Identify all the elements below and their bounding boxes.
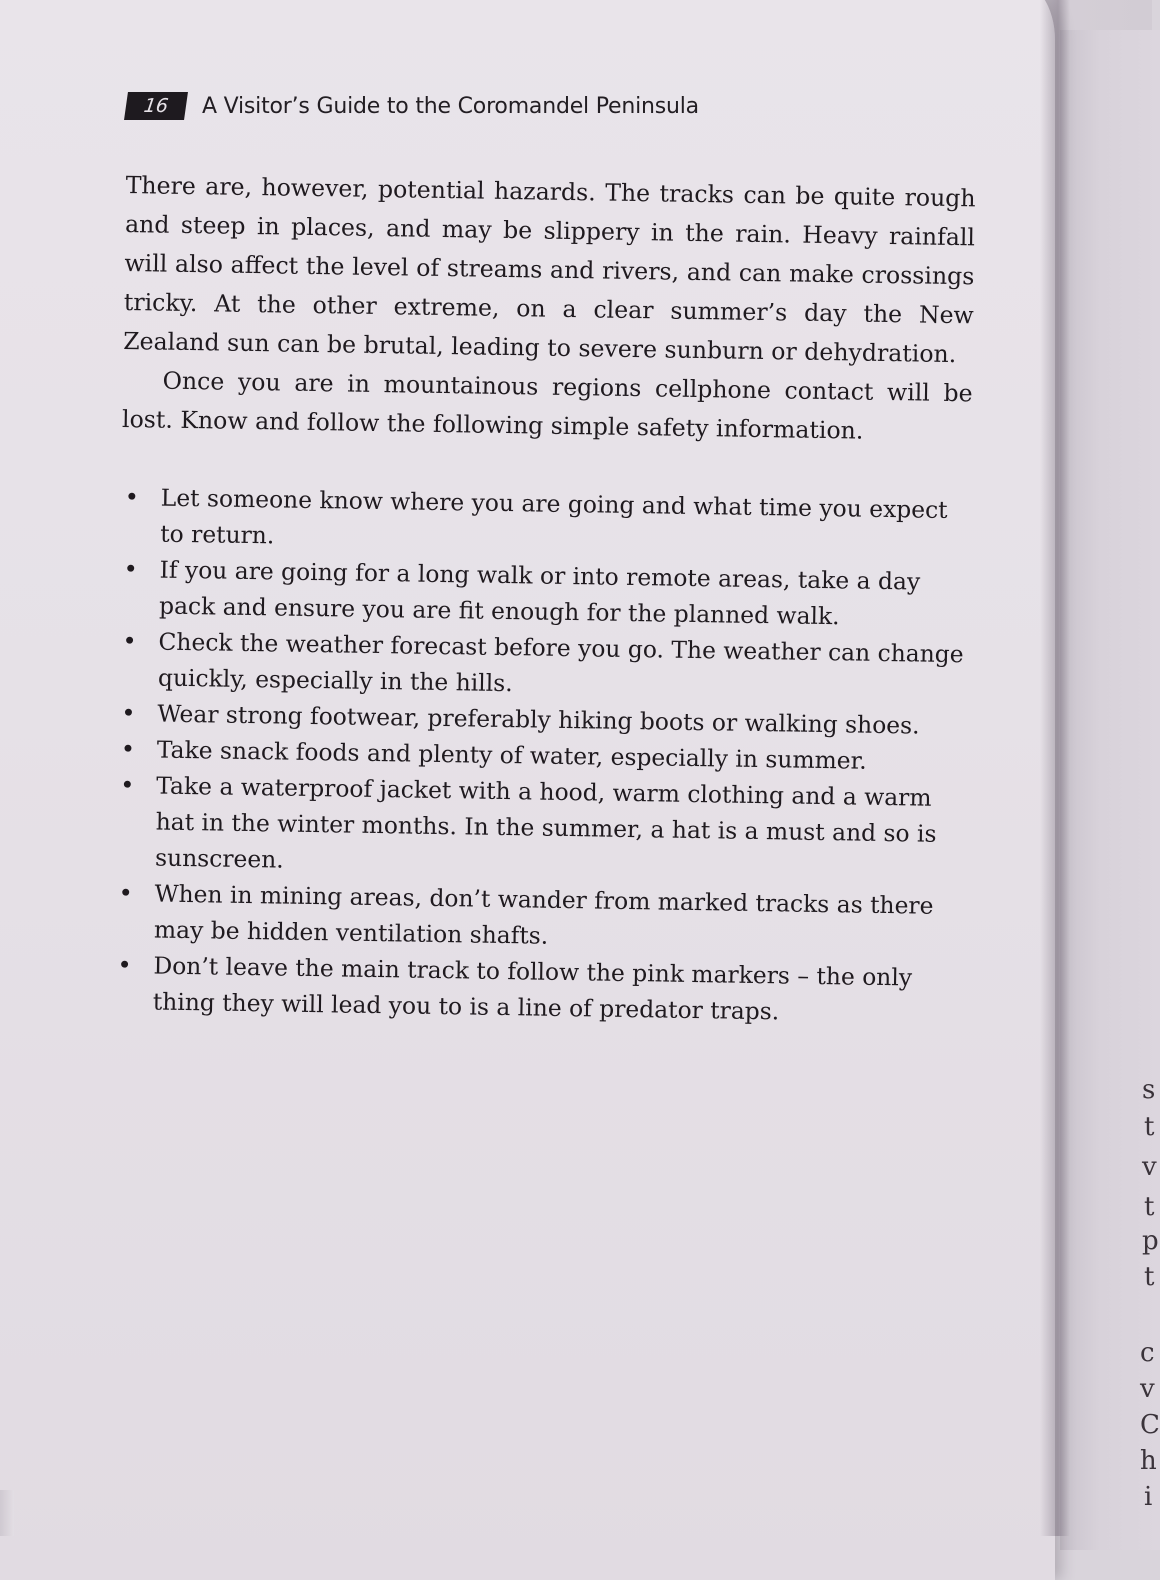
list-item — [118, 623, 969, 708]
bullet-icon: • — [121, 698, 136, 728]
body-text — [113, 166, 976, 1032]
next-page-fragment: t — [1144, 1112, 1155, 1142]
list-item — [115, 767, 967, 888]
bullet-icon: • — [118, 878, 133, 908]
next-page-fragment: s — [1142, 1075, 1156, 1105]
bullet-icon: • — [117, 950, 132, 980]
list-item-text: Let someone know where you are going and what time you expect to return. — [160, 483, 948, 550]
page-number: 16 — [124, 92, 188, 120]
list-item — [114, 875, 965, 960]
bullet-icon: • — [123, 555, 139, 584]
list-item-text: When in mining areas, don’t wander from marked tracks as there may be hidden ventilation shafts. — [153, 879, 934, 950]
list-item-text: Take snack foods and plenty of water, especially in summer. — [156, 735, 867, 775]
list-item-text: Take a waterproof jacket with a hood, warm clothing and a warm hat in the winter months. In the summer, a hat is a must and so is sunscreen. — [154, 771, 937, 874]
next-page-fragment: c — [1140, 1338, 1155, 1368]
next-page-fragment: t — [1144, 1192, 1155, 1222]
list-item — [120, 479, 971, 564]
bullet-icon: • — [120, 770, 135, 800]
list-item — [119, 551, 970, 636]
page-header — [126, 88, 699, 124]
bullet-icon: • — [124, 483, 140, 512]
paragraph-hazards: There are, however, potential hazards. The tracks can be quite rough and steep in places, and may be slippery in the rain. Heavy rainfall will also affect the level of streams and rivers, and can make crossings tricky. At the other extreme, on a clear summer’s day the New Zealand sun can be brutal, leading to severe sunburn or dehydration. — [123, 170, 976, 369]
running-title: A Visitor’s Guide to the Coromandel Peninsula — [202, 93, 699, 119]
next-page-fragment: t — [1144, 1262, 1155, 1292]
next-page-fragment: h — [1140, 1446, 1157, 1476]
next-page-fragment: i — [1144, 1482, 1153, 1512]
safety-list — [113, 479, 971, 1032]
next-page-fragment: v — [1142, 1152, 1157, 1182]
next-page-fragment: v — [1140, 1374, 1155, 1404]
list-item-text: If you are going for a long walk or into remote areas, take a day pack and ensure you are fit enough for the planned walk. — [158, 555, 921, 631]
bullet-icon: • — [122, 627, 137, 656]
next-page-fragment: C — [1140, 1410, 1160, 1440]
finger-edge — [0, 1490, 14, 1536]
list-item-text: Don’t leave the main track to follow the pink markers – the only thing they will lead you to is a line of predator traps. — [152, 951, 913, 1026]
list-item-text: Check the weather forecast before you go. The weather can change quickly, especially in the hills. — [157, 627, 964, 698]
paragraph-cellphone: Once you are in mountainous regions cellphone contact will be lost. Know and follow the following simple safety information. — [121, 366, 973, 445]
bullet-icon: • — [120, 734, 136, 764]
list-item — [113, 947, 964, 1032]
next-page-fragment: p — [1142, 1226, 1159, 1256]
page-edge-shadow — [1040, 0, 1070, 1536]
list-item-text: Wear strong footwear, preferably hiking boots or walking shoes. — [157, 699, 920, 740]
next-page-edge — [1060, 30, 1160, 1550]
